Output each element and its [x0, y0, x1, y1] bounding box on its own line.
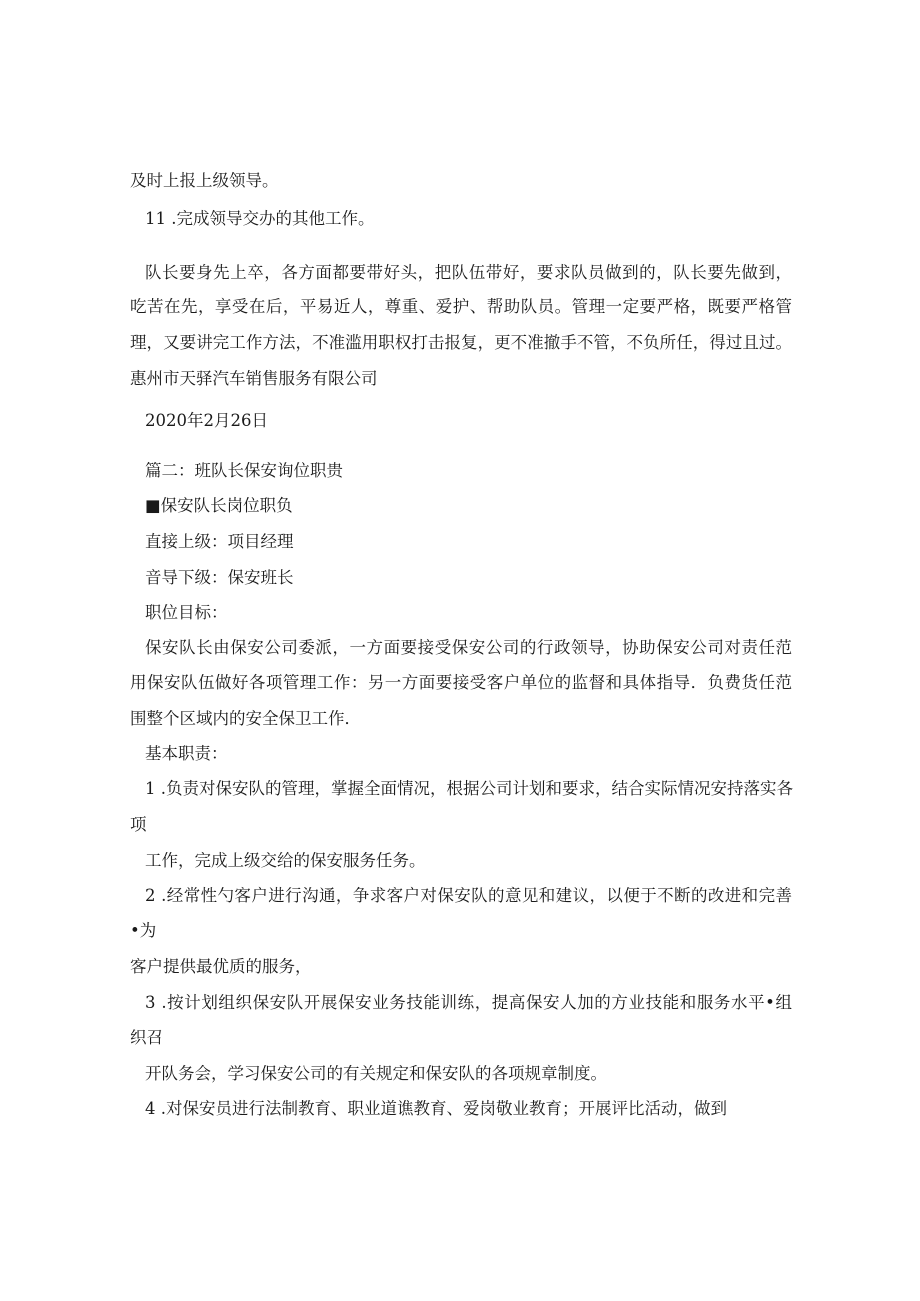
document-date: 2020年2月26日	[145, 411, 268, 430]
section-subtitle: ■保安队长岗位职负	[145, 496, 293, 515]
text-line: 及时上报上级领导。	[130, 171, 279, 190]
section-title: 篇二：班队长保安询位职贵	[145, 461, 343, 480]
list-item-2-continued: 客户提供最优质的服务，	[130, 957, 312, 976]
company-name: 惠州市天驿汽车销售服务有限公司	[130, 369, 378, 388]
list-item-3: 3 .按计划组织保安队开展保安业务技能训练，提高保安人加的方业技能和服务水平•组	[145, 993, 792, 1012]
paragraph-line: 理，又要讲完工作方法，不准滥用职权打击报复，更不准撤手不管，不负所任，得过且过。	[130, 333, 792, 352]
list-item-2-wrap: •为	[130, 921, 157, 940]
list-item-2: 2 .经常性勺客户进行沟通，争求客户对保安队的意见和建议，以便于不断的改进和完善	[145, 886, 792, 905]
list-item-1-continued: 工作，完成上级交给的保安服务任务。	[145, 851, 426, 870]
direct-superior: 直接上级：项目经理	[145, 532, 294, 551]
list-item-1: 1 .负责对保安队的管理，掌握全面情况，根据公司计划和要求，结合实际情况安持落实各	[145, 779, 793, 798]
basic-duties-heading: 基本职责：	[145, 744, 228, 763]
position-goal-heading: 职位目标：	[145, 603, 228, 622]
list-item-11: 11 .完成领导交办的其他工作。	[145, 209, 375, 228]
paragraph-line: 围整个区域内的安全保卫工作．	[130, 709, 361, 728]
list-item-4: 4 .对保安员进行法制教育、职业道谯教育、爱岗敬业教育；开展评比活动，做到	[145, 1099, 727, 1118]
direct-subordinate: 音导下级：保安班长	[145, 568, 294, 587]
paragraph-line: 队长要身先上卒，各方面都要带好头，把队伍带好，要求队员做到的，队长要先做到，	[145, 263, 792, 282]
list-item-3-wrap: 织召	[130, 1028, 163, 1047]
paragraph-line: 用保安队伍做好各项管理工作：另一方面要接受客户单位的监督和具体指导．负费货任范	[130, 673, 792, 692]
paragraph-line: 吃苦在先，享受在后，平易近人，尊重、爱护、帮助队员。管理一定要严格，既要严格管	[130, 297, 792, 316]
list-item-1-wrap: 项	[130, 815, 147, 834]
paragraph-line: 保安队长由保安公司委派，一方面要接受保安公司的行政领导，协助保安公司对责任范	[145, 638, 792, 657]
list-item-3-continued: 开队务会，学习保安公司的有关规定和保安队的各项规章制度。	[145, 1064, 607, 1083]
